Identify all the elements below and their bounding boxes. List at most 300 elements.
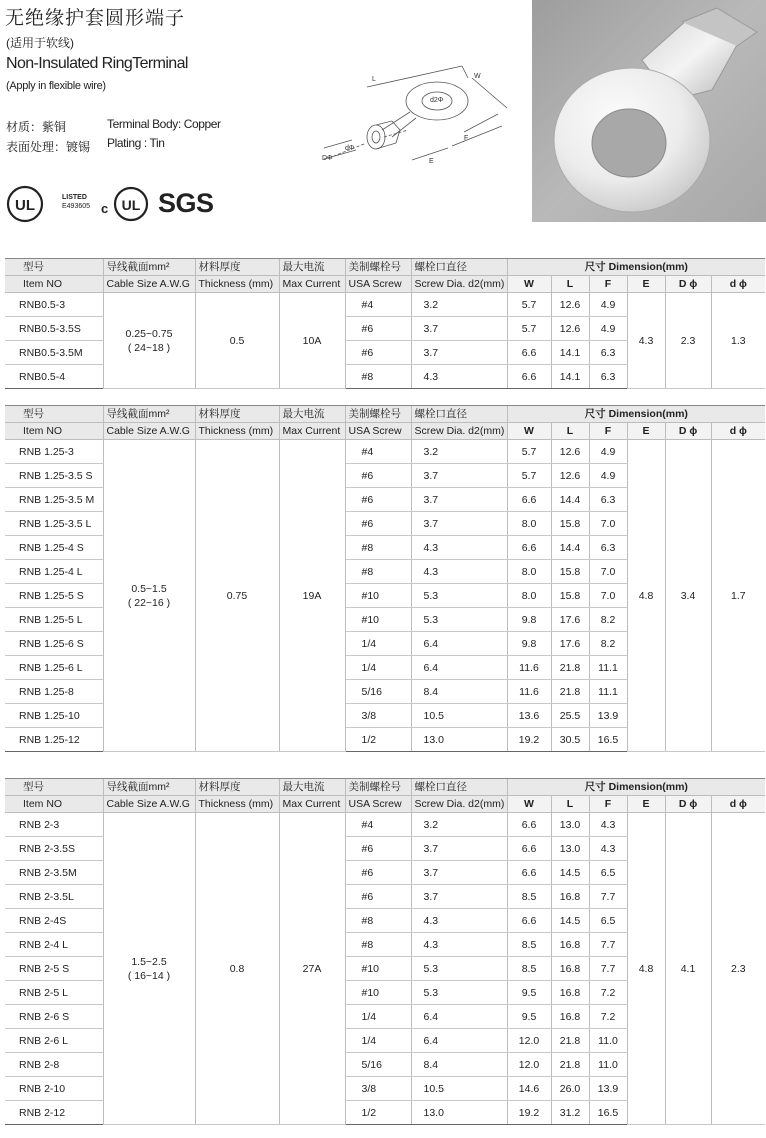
- screw-diameter: 3.7: [411, 341, 507, 365]
- column-thickness-en: Thickness (mm): [195, 276, 279, 293]
- column-dim-w: W: [507, 796, 551, 813]
- item-number: RNB0.5-3: [5, 293, 103, 317]
- dim-l: 15.8: [551, 584, 589, 608]
- dim-l: 17.6: [551, 608, 589, 632]
- column-dim-l: L: [551, 796, 589, 813]
- dim-l: 30.5: [551, 728, 589, 752]
- item-number: RNB 1.25-5 L: [5, 608, 103, 632]
- cable-size-cell: [103, 813, 195, 1125]
- dim-w: 19.2: [507, 1101, 551, 1125]
- thickness-cell: 0.8: [195, 813, 279, 1125]
- column-current-cn: 最大电流: [279, 406, 345, 423]
- column-dim-d: D ϕ: [665, 796, 711, 813]
- dim-f: 13.9: [589, 1077, 627, 1101]
- dim-label-f: F: [464, 135, 469, 142]
- item-number: RNB 1.25-10: [5, 704, 103, 728]
- column-dim-w: W: [507, 276, 551, 293]
- dim-w: 5.7: [507, 293, 551, 317]
- dim-w: 13.6: [507, 704, 551, 728]
- dim-l: 14.1: [551, 341, 589, 365]
- dim-l: 16.8: [551, 981, 589, 1005]
- usa-screw: 1/2: [345, 728, 411, 752]
- dim-e-cell: 4.8: [627, 440, 665, 752]
- screw-diameter: 13.0: [411, 1101, 507, 1125]
- usa-screw: #10: [345, 957, 411, 981]
- screw-diameter: 3.7: [411, 464, 507, 488]
- dim-l: 12.6: [551, 317, 589, 341]
- column-dia-en: Screw Dia. d2(mm): [411, 423, 507, 440]
- column-dim-d: D ϕ: [665, 276, 711, 293]
- dim-f: 4.3: [589, 837, 627, 861]
- column-item-en: Item NO: [5, 276, 103, 293]
- column-dim-e: E: [627, 276, 665, 293]
- column-cable-cn: 导线截面mm²: [103, 406, 195, 423]
- dim-d-cell: 1.3: [711, 293, 765, 389]
- dim-f: 4.9: [589, 464, 627, 488]
- dim-w: 11.6: [507, 656, 551, 680]
- screw-diameter: 5.3: [411, 608, 507, 632]
- dim-l: 13.0: [551, 837, 589, 861]
- column-screw-cn: 美制螺栓号: [345, 406, 411, 423]
- column-dim-f: F: [589, 423, 627, 440]
- svg-text:UL: UL: [15, 197, 35, 214]
- dim-l: 16.8: [551, 933, 589, 957]
- column-screw-en: USA Screw: [345, 276, 411, 293]
- screw-diameter: 8.4: [411, 1053, 507, 1077]
- usa-screw: #6: [345, 317, 411, 341]
- dim-l: 14.1: [551, 365, 589, 389]
- table-header-row-cn: [5, 406, 765, 423]
- plating-label: 表面处理：镀锡: [6, 140, 91, 154]
- cable-size-awg: ( 22~16 ): [127, 596, 171, 609]
- item-number: RNB0.5-4: [5, 365, 103, 389]
- dim-l: 16.8: [551, 885, 589, 909]
- product-subtitle-en: (Apply in flexible wire): [6, 80, 106, 92]
- usa-screw: #10: [345, 981, 411, 1005]
- screw-diameter: 4.3: [411, 560, 507, 584]
- column-screw-en: USA Screw: [345, 796, 411, 813]
- dim-f: 7.0: [589, 584, 627, 608]
- screw-diameter: 8.4: [411, 680, 507, 704]
- item-number: RNB 1.25-4 L: [5, 560, 103, 584]
- dim-l: 21.8: [551, 1029, 589, 1053]
- dim-w: 6.6: [507, 488, 551, 512]
- usa-screw: #6: [345, 837, 411, 861]
- cable-size-mm: 0.5~1.5: [131, 582, 167, 595]
- screw-diameter: 4.3: [411, 909, 507, 933]
- item-number: RNB 2-5 S: [5, 957, 103, 981]
- column-current-cn: 最大电流: [279, 779, 345, 796]
- usa-screw: #6: [345, 488, 411, 512]
- dim-l: 12.6: [551, 440, 589, 464]
- item-number: RNB 1.25-3.5 L: [5, 512, 103, 536]
- dim-label-dphi: dΦ: [345, 145, 355, 152]
- column-dia-en: Screw Dia. d2(mm): [411, 276, 507, 293]
- screw-diameter: 4.3: [411, 933, 507, 957]
- table-header-row-en: [5, 796, 765, 813]
- dim-f: 16.5: [589, 728, 627, 752]
- dim-w: 9.8: [507, 608, 551, 632]
- usa-screw: #6: [345, 512, 411, 536]
- dim-f: 4.9: [589, 293, 627, 317]
- dim-f: 7.2: [589, 1005, 627, 1029]
- dim-w: 12.0: [507, 1053, 551, 1077]
- product-title-cn: 无绝缘护套圆形端子: [5, 8, 186, 29]
- item-number: RNB 2-12: [5, 1101, 103, 1125]
- sgs-logo: SGS: [158, 188, 214, 218]
- item-number: RNB 1.25-4 S: [5, 536, 103, 560]
- screw-diameter: 5.3: [411, 584, 507, 608]
- dim-f: 11.0: [589, 1029, 627, 1053]
- item-number: RNB 2-5 L: [5, 981, 103, 1005]
- usa-screw: 1/4: [345, 632, 411, 656]
- usa-screw: 3/8: [345, 704, 411, 728]
- item-number: RNB 2-6 L: [5, 1029, 103, 1053]
- dim-e-cell: 4.3: [627, 293, 665, 389]
- screw-diameter: 3.2: [411, 293, 507, 317]
- column-cable-cn: 导线截面mm²: [103, 779, 195, 796]
- usa-screw: 5/16: [345, 1053, 411, 1077]
- ul-logo-icon: [6, 185, 44, 223]
- dim-f: 13.9: [589, 704, 627, 728]
- table-header-row-en: [5, 423, 765, 440]
- dim-w: 9.5: [507, 1005, 551, 1029]
- dim-d-cell: 3.4: [665, 440, 711, 752]
- column-dim-f: F: [589, 276, 627, 293]
- dim-f: 6.3: [589, 536, 627, 560]
- dim-label-l: L: [372, 76, 376, 83]
- dim-w: 6.6: [507, 536, 551, 560]
- dim-l: 21.8: [551, 1053, 589, 1077]
- column-current-cn: 最大电流: [279, 259, 345, 276]
- column-current-en: Max Current: [279, 423, 345, 440]
- dim-w: 6.6: [507, 341, 551, 365]
- dim-f: 7.0: [589, 560, 627, 584]
- usa-screw: 1/4: [345, 1005, 411, 1029]
- terminal-dimension-diagram: [312, 60, 522, 175]
- usa-screw: #10: [345, 608, 411, 632]
- column-thickness-en: Thickness (mm): [195, 796, 279, 813]
- dim-l: 15.8: [551, 560, 589, 584]
- dim-w: 6.6: [507, 813, 551, 837]
- dim-w: 12.0: [507, 1029, 551, 1053]
- svg-text:UL: UL: [121, 197, 141, 213]
- dim-l: 21.8: [551, 656, 589, 680]
- dim-d-cell: 2.3: [711, 813, 765, 1125]
- column-dia-cn: 螺栓口直径: [411, 779, 507, 796]
- screw-diameter: 3.7: [411, 488, 507, 512]
- item-number: RNB 1.25-6 S: [5, 632, 103, 656]
- item-number: RNB 2-4S: [5, 909, 103, 933]
- dim-w: 8.5: [507, 957, 551, 981]
- column-dim-d: D ϕ: [665, 423, 711, 440]
- column-cable-en: Cable Size A.W.G: [103, 276, 195, 293]
- table-row: [5, 440, 765, 464]
- dim-f: 7.7: [589, 885, 627, 909]
- table-header-row-cn: [5, 259, 765, 276]
- usa-screw: #8: [345, 560, 411, 584]
- dim-f: 11.1: [589, 656, 627, 680]
- column-cable-cn: 导线截面mm²: [103, 259, 195, 276]
- table-header-row-cn: [5, 779, 765, 796]
- dim-w: 5.7: [507, 440, 551, 464]
- screw-diameter: 4.3: [411, 536, 507, 560]
- plating-value: Plating : Tin: [107, 136, 165, 150]
- column-current-en: Max Current: [279, 276, 345, 293]
- usa-screw: #4: [345, 293, 411, 317]
- dim-w: 8.0: [507, 584, 551, 608]
- column-thickness-cn: 材料厚度: [195, 259, 279, 276]
- column-dim-l: L: [551, 276, 589, 293]
- item-number: RNB0.5-3.5M: [5, 341, 103, 365]
- screw-diameter: 3.7: [411, 317, 507, 341]
- dim-f: 4.3: [589, 813, 627, 837]
- cul-logo-icon: [100, 185, 152, 223]
- dim-w: 9.8: [507, 632, 551, 656]
- dim-l: 12.6: [551, 293, 589, 317]
- column-screw-cn: 美制螺栓号: [345, 779, 411, 796]
- max-current-cell: 10A: [279, 293, 345, 389]
- column-dim-d: d ϕ: [711, 796, 765, 813]
- column-item-en: Item NO: [5, 796, 103, 813]
- dim-d-cell: 1.7: [711, 440, 765, 752]
- listed-mark: [62, 193, 90, 211]
- usa-screw: 1/2: [345, 1101, 411, 1125]
- dim-l: 15.8: [551, 512, 589, 536]
- dim-l: 31.2: [551, 1101, 589, 1125]
- screw-diameter: 6.4: [411, 632, 507, 656]
- column-item-en: Item NO: [5, 423, 103, 440]
- dim-d-cell: 2.3: [665, 293, 711, 389]
- column-cable-en: Cable Size A.W.G: [103, 796, 195, 813]
- dim-w: 9.5: [507, 981, 551, 1005]
- column-dimension-header: 尺寸 Dimension(mm): [507, 779, 765, 796]
- column-dim-e: E: [627, 796, 665, 813]
- column-current-en: Max Current: [279, 796, 345, 813]
- item-number: RNB 1.25-12: [5, 728, 103, 752]
- dim-f: 11.1: [589, 680, 627, 704]
- thickness-cell: 0.75: [195, 440, 279, 752]
- dim-w: 8.5: [507, 933, 551, 957]
- dim-w: 5.7: [507, 317, 551, 341]
- dim-w: 14.6: [507, 1077, 551, 1101]
- cable-size-cell: [103, 440, 195, 752]
- material-value: Terminal Body: Copper: [107, 117, 221, 131]
- dim-f: 6.3: [589, 488, 627, 512]
- column-dim-w: W: [507, 423, 551, 440]
- dim-l: 14.5: [551, 909, 589, 933]
- dim-label-d2: d2Φ: [430, 97, 444, 104]
- product-subtitle-cn: (适用于软线): [6, 36, 74, 50]
- spec-table-1.25: [5, 405, 765, 752]
- screw-diameter: 4.3: [411, 365, 507, 389]
- column-dimension-header: 尺寸 Dimension(mm): [507, 406, 765, 423]
- certification-logos: [6, 185, 216, 225]
- dim-f: 6.5: [589, 909, 627, 933]
- column-thickness-cn: 材料厚度: [195, 779, 279, 796]
- spec-table-0.5: [5, 258, 765, 389]
- column-dimension-header: 尺寸 Dimension(mm): [507, 259, 765, 276]
- item-number: RNB 1.25-5 S: [5, 584, 103, 608]
- screw-diameter: 5.3: [411, 957, 507, 981]
- dim-label-e: E: [429, 158, 434, 165]
- svg-text:c: c: [101, 201, 109, 216]
- dim-f: 16.5: [589, 1101, 627, 1125]
- thickness-cell: 0.5: [195, 293, 279, 389]
- dim-f: 7.7: [589, 933, 627, 957]
- dim-w: 11.6: [507, 680, 551, 704]
- usa-screw: #8: [345, 365, 411, 389]
- screw-diameter: 13.0: [411, 728, 507, 752]
- spec-table-2: [5, 778, 765, 1125]
- dim-w: 8.0: [507, 512, 551, 536]
- dim-w: 6.6: [507, 837, 551, 861]
- usa-screw: 3/8: [345, 1077, 411, 1101]
- column-screw-cn: 美制螺栓号: [345, 259, 411, 276]
- column-dim-e: E: [627, 423, 665, 440]
- column-item-cn: 型号: [5, 406, 103, 423]
- dim-l: 14.4: [551, 488, 589, 512]
- screw-diameter: 3.2: [411, 813, 507, 837]
- dim-label-Dphi: DΦ: [322, 155, 333, 162]
- dim-f: 6.3: [589, 341, 627, 365]
- cable-size-awg: ( 24~18 ): [127, 341, 171, 354]
- column-dia-cn: 螺栓口直径: [411, 406, 507, 423]
- dim-l: 25.5: [551, 704, 589, 728]
- column-screw-en: USA Screw: [345, 423, 411, 440]
- item-number: RNB 2-10: [5, 1077, 103, 1101]
- column-dia-en: Screw Dia. d2(mm): [411, 796, 507, 813]
- column-dim-l: L: [551, 423, 589, 440]
- product-title-en: Non-Insulated RingTerminal: [6, 55, 188, 72]
- screw-diameter: 6.4: [411, 656, 507, 680]
- column-dia-cn: 螺栓口直径: [411, 259, 507, 276]
- listed-text: LISTED: [62, 194, 87, 201]
- listed-number: E493605: [62, 203, 91, 210]
- screw-diameter: 3.7: [411, 861, 507, 885]
- usa-screw: #8: [345, 909, 411, 933]
- usa-screw: 1/4: [345, 1029, 411, 1053]
- screw-diameter: 3.7: [411, 885, 507, 909]
- item-number: RNB 2-3: [5, 813, 103, 837]
- usa-screw: #10: [345, 584, 411, 608]
- product-header: [0, 0, 766, 230]
- dim-w: 8.0: [507, 560, 551, 584]
- ring-terminal-photo-icon: [532, 0, 766, 222]
- cable-size-awg: ( 16~14 ): [127, 969, 171, 982]
- dim-l: 16.8: [551, 1005, 589, 1029]
- column-cable-en: Cable Size A.W.G: [103, 423, 195, 440]
- screw-diameter: 6.4: [411, 1029, 507, 1053]
- usa-screw: #6: [345, 341, 411, 365]
- item-number: RNB 1.25-6 L: [5, 656, 103, 680]
- usa-screw: #6: [345, 861, 411, 885]
- screw-diameter: 5.3: [411, 981, 507, 1005]
- table-row: [5, 813, 765, 837]
- screw-diameter: 6.4: [411, 1005, 507, 1029]
- material-label: 材质：紫铜: [6, 120, 67, 134]
- column-thickness-en: Thickness (mm): [195, 423, 279, 440]
- usa-screw: #6: [345, 464, 411, 488]
- dim-w: 5.7: [507, 464, 551, 488]
- dim-f: 4.9: [589, 317, 627, 341]
- item-number: RNB0.5-3.5S: [5, 317, 103, 341]
- dim-w: 6.6: [507, 861, 551, 885]
- dim-l: 26.0: [551, 1077, 589, 1101]
- item-number: RNB 2-3.5M: [5, 861, 103, 885]
- item-number: RNB 2-6 S: [5, 1005, 103, 1029]
- column-item-cn: 型号: [5, 259, 103, 276]
- usa-screw: #4: [345, 813, 411, 837]
- product-photo: [532, 0, 766, 222]
- dim-l: 12.6: [551, 464, 589, 488]
- dim-l: 14.5: [551, 861, 589, 885]
- item-number: RNB 2-3.5S: [5, 837, 103, 861]
- cable-size-mm: 1.5~2.5: [131, 955, 167, 968]
- usa-screw: 5/16: [345, 680, 411, 704]
- item-number: RNB 1.25-3: [5, 440, 103, 464]
- item-number: RNB 2-8: [5, 1053, 103, 1077]
- item-number: RNB 1.25-8: [5, 680, 103, 704]
- dim-w: 19.2: [507, 728, 551, 752]
- cable-size-mm: 0.25~0.75: [125, 327, 173, 340]
- item-number: RNB 2-3.5L: [5, 885, 103, 909]
- dim-f: 8.2: [589, 608, 627, 632]
- dim-f: 7.2: [589, 981, 627, 1005]
- dim-f: 7.7: [589, 957, 627, 981]
- dim-f: 6.5: [589, 861, 627, 885]
- dim-f: 6.3: [589, 365, 627, 389]
- dim-f: 11.0: [589, 1053, 627, 1077]
- dim-l: 14.4: [551, 536, 589, 560]
- screw-diameter: 10.5: [411, 704, 507, 728]
- dim-f: 8.2: [589, 632, 627, 656]
- column-thickness-cn: 材料厚度: [195, 406, 279, 423]
- usa-screw: #8: [345, 536, 411, 560]
- dim-w: 8.5: [507, 885, 551, 909]
- column-item-cn: 型号: [5, 779, 103, 796]
- item-number: RNB 1.25-3.5 M: [5, 488, 103, 512]
- usa-screw: 1/4: [345, 656, 411, 680]
- max-current-cell: 27A: [279, 813, 345, 1125]
- dim-d-cell: 4.1: [665, 813, 711, 1125]
- table-header-row-en: [5, 276, 765, 293]
- usa-screw: #4: [345, 440, 411, 464]
- screw-diameter: 10.5: [411, 1077, 507, 1101]
- column-dim-f: F: [589, 796, 627, 813]
- dim-l: 17.6: [551, 632, 589, 656]
- max-current-cell: 19A: [279, 440, 345, 752]
- cable-size-cell: [103, 293, 195, 389]
- column-dim-d: d ϕ: [711, 276, 765, 293]
- dim-l: 21.8: [551, 680, 589, 704]
- item-number: RNB 1.25-3.5 S: [5, 464, 103, 488]
- screw-diameter: 3.7: [411, 837, 507, 861]
- dim-f: 7.0: [589, 512, 627, 536]
- dim-w: 6.6: [507, 909, 551, 933]
- screw-diameter: 3.7: [411, 512, 507, 536]
- usa-screw: #6: [345, 885, 411, 909]
- dim-label-w: W: [474, 73, 481, 80]
- usa-screw: #8: [345, 933, 411, 957]
- column-dim-d: d ϕ: [711, 423, 765, 440]
- item-number: RNB 2-4 L: [5, 933, 103, 957]
- dim-e-cell: 4.8: [627, 813, 665, 1125]
- screw-diameter: 3.2: [411, 440, 507, 464]
- dim-l: 13.0: [551, 813, 589, 837]
- dim-w: 6.6: [507, 365, 551, 389]
- dim-f: 4.9: [589, 440, 627, 464]
